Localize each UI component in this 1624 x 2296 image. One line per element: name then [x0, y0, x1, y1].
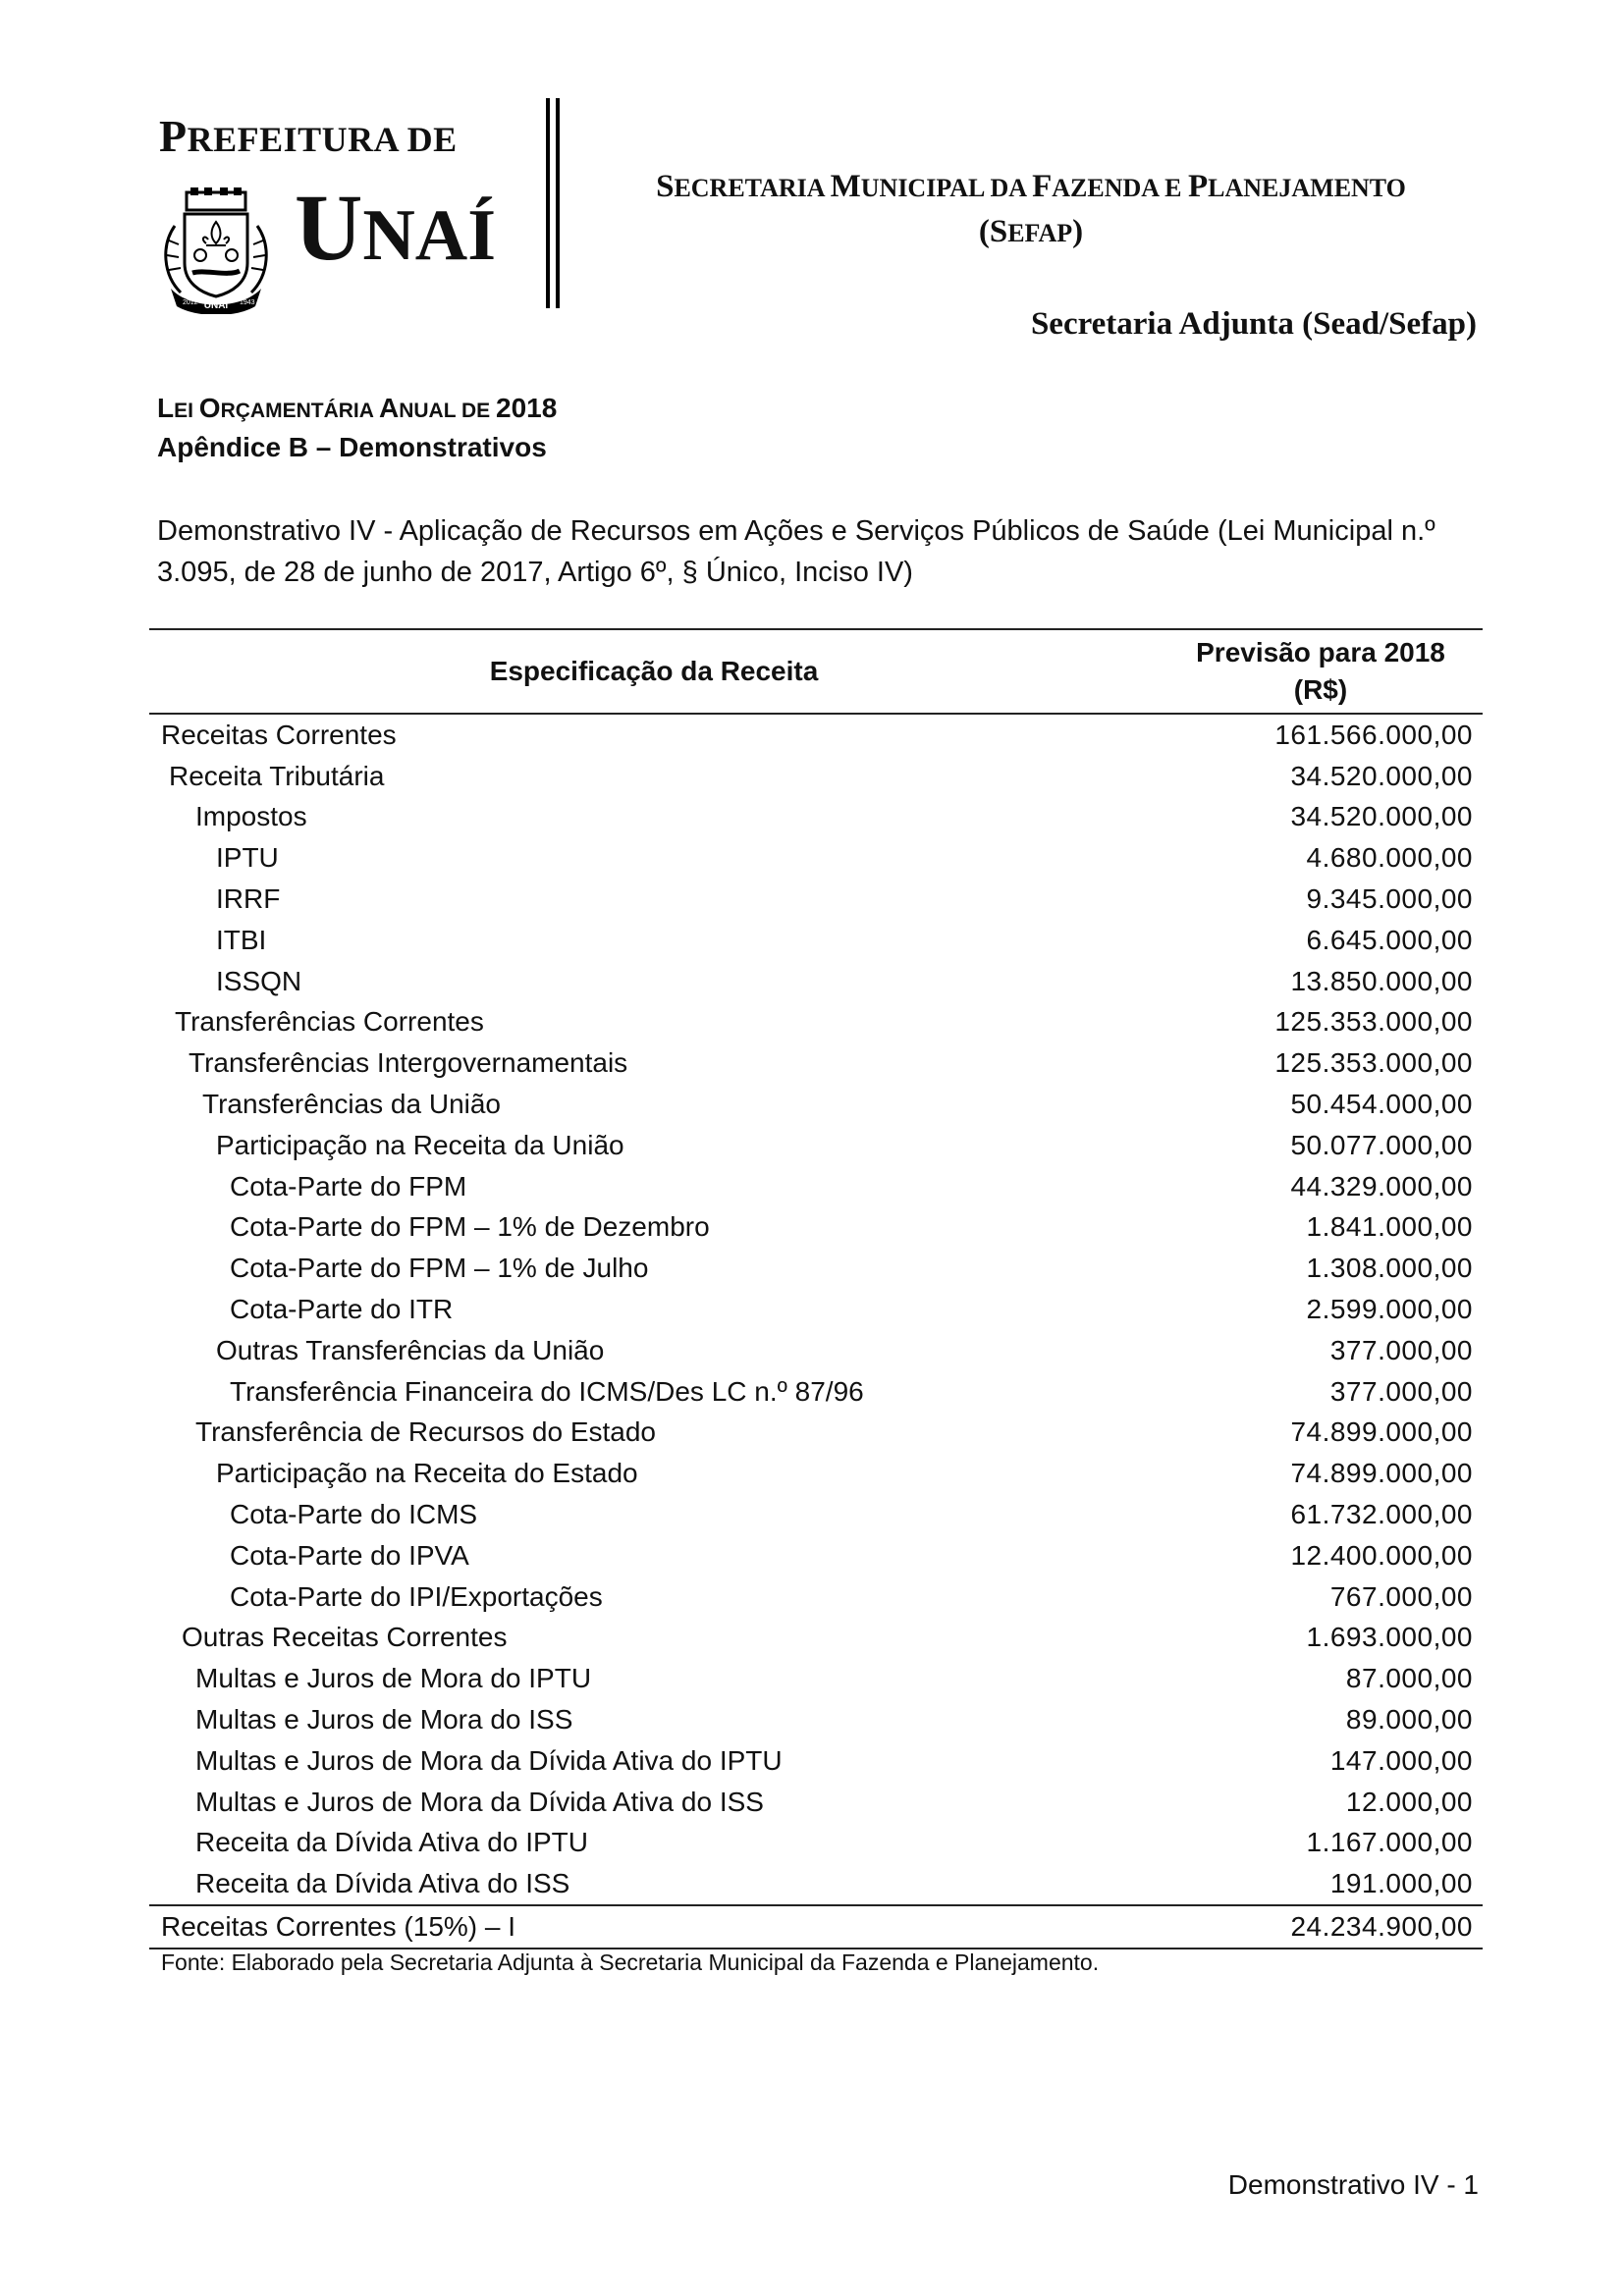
row-label: Cota-Parte do ICMS: [230, 1499, 478, 1530]
row-label: Participação na Receita do Estado: [216, 1458, 638, 1489]
row-label: Cota-Parte do FPM: [230, 1170, 467, 1201]
column-header-previsao-line2: (R$): [1293, 674, 1348, 705]
secretaria-title: [609, 165, 1453, 255]
table-row: [149, 1658, 1483, 1699]
logo-line2-initial: U: [295, 175, 363, 280]
column-header-previsao: [1159, 629, 1483, 714]
table-row: [149, 1576, 1483, 1618]
row-value: 125.353.000,00: [1274, 1006, 1473, 1038]
logo-line1-rest: REFEITURA DE: [187, 120, 458, 159]
table-row: [149, 1084, 1483, 1125]
svg-text:1943: 1943: [240, 299, 255, 306]
row-value: 50.077.000,00: [1290, 1129, 1473, 1160]
sc-cap: S: [656, 169, 675, 204]
column-header-especificacao: Especificação da Receita: [149, 629, 1159, 714]
row-label: Impostos: [195, 801, 307, 832]
sc-cap: P: [1187, 169, 1209, 204]
row-label: Multas e Juros de Mora da Dívida Ativa do IPTU: [195, 1744, 783, 1776]
logo-line1-initial: P: [159, 111, 188, 161]
sc-cap: A: [378, 393, 400, 423]
table-row: [149, 1207, 1483, 1249]
table-row: [149, 1330, 1483, 1371]
paren-open: (: [978, 214, 990, 249]
row-value: 767.000,00: [1329, 1580, 1473, 1612]
sc-rest: LANEJAMENTO: [1208, 174, 1406, 202]
sc-cap: 2018: [496, 393, 558, 423]
sc-rest: EI: [174, 400, 199, 422]
row-label: ISSQN: [216, 965, 302, 996]
row-label: Cota-Parte do ITR: [230, 1294, 454, 1325]
table-row: [149, 1535, 1483, 1576]
sc-rest: ECRETARIA: [674, 174, 831, 202]
municipal-coat-of-arms-icon: [157, 187, 275, 314]
table-row: [149, 1494, 1483, 1535]
row-value: 377.000,00: [1329, 1375, 1473, 1407]
table-row: [149, 1248, 1483, 1289]
table-row: [149, 961, 1483, 1002]
svg-text:2012: 2012: [183, 299, 198, 306]
row-value: 74.899.000,00: [1290, 1416, 1473, 1448]
row-value: 1.308.000,00: [1306, 1253, 1473, 1284]
table-row: [149, 1823, 1483, 1864]
source-note: Fonte: Elaborado pela Secretaria Adjunta à Secretaria Municipal da Fazenda e Planejamento.: [161, 1949, 1100, 1975]
table-row: [149, 797, 1483, 838]
table-row: [149, 1618, 1483, 1659]
table-total-row: [149, 1905, 1483, 1949]
secretaria-adjunta-label: Secretaria Adjunta (Sead/Sefap): [1030, 306, 1477, 342]
lei-orcamentaria-title: [157, 393, 557, 424]
table-row: [149, 1740, 1483, 1782]
row-label: Transferência de Recursos do Estado: [195, 1416, 656, 1448]
total-value: 24.234.900,00: [1159, 1905, 1483, 1949]
row-value: 34.520.000,00: [1290, 801, 1473, 832]
row-value: 44.329.000,00: [1290, 1170, 1473, 1201]
row-label: Transferência Financeira do ICMS/Des LC n.º 87/96: [230, 1375, 864, 1407]
table-row: [149, 1413, 1483, 1454]
table-row: [149, 920, 1483, 961]
table-row: [149, 1782, 1483, 1823]
table-row: [149, 837, 1483, 879]
sc-rest: NUAL DE: [399, 400, 496, 422]
table-row: [149, 1453, 1483, 1494]
table-row: [149, 1042, 1483, 1084]
row-label: Participação na Receita da União: [216, 1129, 624, 1160]
table-row: [149, 1125, 1483, 1166]
row-value: 9.345.000,00: [1306, 883, 1473, 915]
sc-rest: RÇAMENTÁRIA: [220, 400, 379, 422]
table-row: [149, 1002, 1483, 1043]
row-label: Cota-Parte do IPVA: [230, 1539, 469, 1571]
secretaria-title-line2: [609, 210, 1453, 255]
apendice-title: Apêndice B – Demonstrativos: [157, 432, 547, 462]
row-value: 4.680.000,00: [1306, 842, 1473, 874]
row-label: IRRF: [216, 883, 281, 915]
row-label: Transferências da União: [202, 1089, 502, 1120]
row-value: 125.353.000,00: [1274, 1047, 1473, 1079]
sc-rest: UNICIPAL DA: [860, 174, 1033, 202]
logo-line-unai: [295, 175, 497, 280]
row-value: 1.693.000,00: [1306, 1622, 1473, 1653]
row-label: ITBI: [216, 924, 267, 955]
sc-cap: S: [989, 214, 1008, 249]
row-label: Receita da Dívida Ativa do IPTU: [195, 1827, 588, 1858]
table-row: [149, 756, 1483, 797]
sc-cap: L: [157, 393, 175, 423]
sc-cap: F: [1032, 169, 1053, 204]
table-row: [149, 1699, 1483, 1740]
total-label: Receitas Correntes (15%) – I: [149, 1905, 1159, 1949]
table-header-row: [149, 629, 1483, 714]
row-value: 1.841.000,00: [1306, 1211, 1473, 1243]
table-row: [149, 1371, 1483, 1413]
row-value: 61.732.000,00: [1290, 1499, 1473, 1530]
row-label: Cota-Parte do FPM – 1% de Dezembro: [230, 1211, 710, 1243]
receita-table: [149, 628, 1483, 1949]
table-row: [149, 1166, 1483, 1207]
page-footer-label: Demonstrativo IV - 1: [1227, 2169, 1479, 2200]
row-value: 13.850.000,00: [1290, 965, 1473, 996]
row-label: Receita Tributária: [169, 760, 385, 791]
row-value: 87.000,00: [1345, 1663, 1473, 1694]
row-value: 50.454.000,00: [1290, 1089, 1473, 1120]
row-label: Transferências Correntes: [175, 1006, 484, 1038]
table-row: [149, 1863, 1483, 1905]
logo-line-prefeitura-de: [159, 110, 458, 162]
row-label: Outras Receitas Correntes: [182, 1622, 508, 1653]
sc-rest: EFAP: [1007, 219, 1073, 247]
table-body: [149, 714, 1483, 1905]
row-value: 74.899.000,00: [1290, 1458, 1473, 1489]
table-row: [149, 879, 1483, 920]
row-label: IPTU: [216, 842, 279, 874]
row-label: Receita da Dívida Ativa do ISS: [195, 1868, 570, 1899]
sc-rest: AZENDA E: [1052, 174, 1188, 202]
row-value: 161.566.000,00: [1274, 719, 1473, 750]
row-label: Transferências Intergovernamentais: [189, 1047, 628, 1079]
paren-close: ): [1072, 214, 1084, 249]
table-row: [149, 1289, 1483, 1330]
header-double-divider: [546, 98, 560, 308]
demonstrativo-description: Demonstrativo IV - Aplicação de Recursos em Ações e Serviços Públicos de Saúde (Lei Municipal n.º 3.095, de 28 de junho de 2017, Artigo 6º, § Único, Inciso IV): [157, 515, 1435, 588]
receita-table-grid: [149, 628, 1483, 1949]
sc-cap: M: [830, 169, 861, 204]
row-label: Cota-Parte do FPM – 1% de Julho: [230, 1253, 649, 1284]
table-row: [149, 714, 1483, 756]
row-value: 147.000,00: [1329, 1744, 1473, 1776]
row-value: 89.000,00: [1345, 1704, 1473, 1735]
row-label: Multas e Juros de Mora da Dívida Ativa do ISS: [195, 1786, 764, 1817]
row-label: Multas e Juros de Mora do ISS: [195, 1704, 573, 1735]
row-value: 34.520.000,00: [1290, 760, 1473, 791]
row-value: 6.645.000,00: [1306, 924, 1473, 955]
row-value: 12.000,00: [1345, 1786, 1473, 1817]
row-value: 12.400.000,00: [1290, 1539, 1473, 1571]
row-value: 191.000,00: [1329, 1868, 1473, 1899]
column-header-previsao-line1: Previsão para 2018: [1196, 637, 1445, 667]
row-label: Multas e Juros de Mora do IPTU: [195, 1663, 592, 1694]
prefeitura-logo: [157, 110, 511, 316]
row-value: 2.599.000,00: [1306, 1294, 1473, 1325]
secretaria-title-line1: [609, 165, 1453, 210]
sc-cap: O: [198, 393, 221, 423]
row-value: 1.167.000,00: [1306, 1827, 1473, 1858]
row-label: Cota-Parte do IPI/Exportações: [230, 1580, 603, 1612]
row-label: Outras Transferências da União: [216, 1334, 605, 1365]
row-value: 377.000,00: [1329, 1334, 1473, 1365]
svg-text:UNAÍ: UNAÍ: [203, 300, 229, 311]
row-label: Receitas Correntes: [161, 719, 397, 750]
logo-line2-rest: NAÍ: [362, 195, 497, 276]
